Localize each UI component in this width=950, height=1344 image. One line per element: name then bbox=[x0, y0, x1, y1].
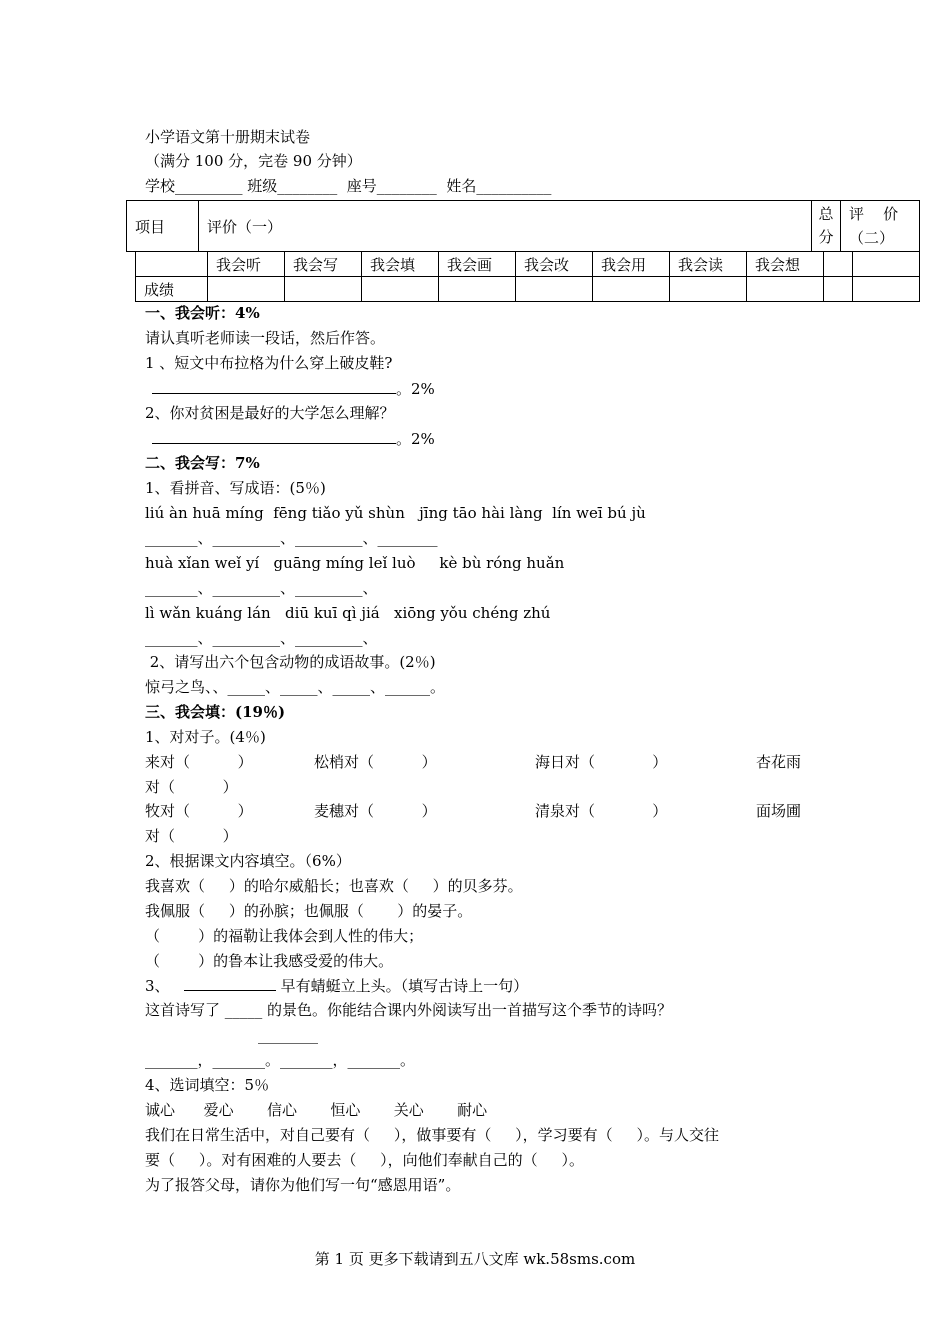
score-cell bbox=[593, 277, 670, 302]
score-header-eval2 bbox=[853, 252, 920, 277]
score-table bbox=[135, 251, 920, 302]
section-heading: 三、我会填：(19％) bbox=[145, 703, 286, 721]
score-header-fill: 我会填 bbox=[362, 252, 439, 277]
question-text: 4、选词填空：5％ bbox=[145, 1076, 270, 1094]
question-text: 2、请写出六个包含动物的成语故事。(2％) bbox=[145, 653, 436, 671]
score-header-draw: 我会画 bbox=[439, 252, 516, 277]
blank-line: ________ bbox=[258, 1026, 318, 1044]
couplet-item: 松梢对（ ） bbox=[314, 753, 437, 771]
score-header-write: 我会写 bbox=[285, 252, 362, 277]
total-score-cell bbox=[812, 201, 841, 252]
evaluation-two-cell bbox=[841, 201, 920, 252]
score-note: 。2% bbox=[396, 380, 435, 398]
score-header-read: 我会读 bbox=[670, 252, 747, 277]
score-table-blank-head bbox=[136, 252, 208, 277]
evaluation-one-cell: 评价（一） bbox=[199, 201, 812, 252]
score-cell bbox=[362, 277, 439, 302]
answer-blank bbox=[184, 975, 276, 991]
answer-line bbox=[152, 378, 435, 399]
evaluation-table bbox=[126, 200, 920, 252]
score-header-total bbox=[824, 252, 853, 277]
score-cell bbox=[516, 277, 593, 302]
question-text: 为了报答父母，请你为他们写一句“感恩用语”。 bbox=[145, 1176, 461, 1194]
score-cell bbox=[853, 277, 920, 302]
blank-line: _______、_________、_________、 bbox=[145, 629, 378, 647]
question-text: 1、看拼音、写成语：(5％) bbox=[145, 479, 326, 497]
answer-blank bbox=[152, 378, 396, 394]
blank-line: _______、_________、_________、________ bbox=[145, 529, 438, 547]
score-header-think: 我会想 bbox=[747, 252, 824, 277]
couplet-item: 来对（ ） bbox=[145, 753, 253, 771]
couplet-item: 牧对（ ） bbox=[145, 802, 253, 820]
student-info-line: 学校_________ 班级________ 座号________ 姓名__________ bbox=[145, 177, 552, 195]
score-cell bbox=[285, 277, 362, 302]
score-header-listen: 我会听 bbox=[208, 252, 285, 277]
fill-line: 要（ ）。对有困难的人要去（ ），向他们奉献自己的（ ）。 bbox=[145, 1151, 585, 1169]
couplet-item: 清泉对（ ） bbox=[535, 802, 668, 820]
answer-blank bbox=[152, 428, 396, 444]
section-heading: 一、我会听：4% bbox=[145, 304, 260, 322]
score-row-label: 成绩 bbox=[136, 277, 208, 302]
fill-line: 我们在日常生活中，对自己要有（ ），做事要有（ ），学习要有（ ）。与人交往 bbox=[145, 1126, 720, 1144]
score-cell bbox=[747, 277, 824, 302]
blank-line: _______、_________、_________、 bbox=[145, 579, 378, 597]
page-footer: 第 1 页 更多下载请到五八文库 wk.58sms.com bbox=[314, 1250, 636, 1268]
pinyin-line: lì wǎn kuáng lán diū kuī qì jiá xiōng yǒu chéng zhú bbox=[145, 604, 551, 622]
word-choices: 诚心 爱心 信心 恒心 关心 耐心 bbox=[145, 1101, 488, 1119]
couplet-item: 杏花雨 bbox=[756, 753, 802, 771]
score-header-correct: 我会改 bbox=[516, 252, 593, 277]
question-text bbox=[145, 975, 528, 996]
instruction-text: 请认真听老师读一段话，然后作答。 bbox=[145, 329, 386, 347]
score-cell bbox=[670, 277, 747, 302]
couplet-item: 麦穗对（ ） bbox=[314, 802, 437, 820]
couplet-item: 海日对（ ） bbox=[535, 753, 668, 771]
score-cell bbox=[208, 277, 285, 302]
score-cell bbox=[439, 277, 516, 302]
evaluation-two-line2: （二） bbox=[849, 229, 895, 247]
question-text: 1、对对子。(4％) bbox=[145, 728, 266, 746]
couplet-item: 对（ ） bbox=[145, 778, 238, 796]
couplet-item: 面场圃 bbox=[756, 802, 802, 820]
score-note: 。2% bbox=[396, 430, 435, 448]
exam-subtitle: （满分 100 分，完卷 90 分钟） bbox=[145, 152, 362, 170]
section-heading: 二、我会写：7% bbox=[145, 454, 260, 472]
fill-line: （ ）的福勒让我体会到人性的伟大； bbox=[145, 927, 424, 945]
question-text: 1 、短文中布拉格为什么穿上破皮鞋? bbox=[145, 354, 393, 372]
score-cell bbox=[824, 277, 853, 302]
question-text: 2、根据课文内容填空。（6%） bbox=[145, 852, 351, 870]
score-header-use: 我会用 bbox=[593, 252, 670, 277]
page-title: 小学语文第十册期末试卷 bbox=[145, 128, 311, 146]
total-score-label: 总分 bbox=[818, 205, 834, 246]
fill-line: （ ）的鲁本让我感受爱的伟大。 bbox=[145, 952, 394, 970]
blank-line: _______，_______。_______，_______。 bbox=[145, 1051, 416, 1069]
pinyin-line: liú àn huā míng fēng tiǎo yǔ shùn jīng tāo hài làng lín weī bú jù bbox=[145, 504, 646, 522]
fill-line: 我喜欢（ ）的哈尔威船长；也喜欢（ ）的贝多芬。 bbox=[145, 877, 523, 895]
question-text: 这首诗写了 _____ 的景色。你能结合课内外阅读写出一首描写这个季节的诗吗？ bbox=[145, 1001, 673, 1019]
answer-line: 惊弓之鸟、、_____、_____、_____、______。 bbox=[145, 678, 446, 696]
answer-line bbox=[152, 428, 435, 449]
pinyin-line: huà xǐan weǐ yí guāng míng leǐ luò kè bù róng huǎn bbox=[145, 554, 565, 572]
item-label-cell: 项目 bbox=[127, 201, 199, 252]
couplet-item: 对（ ） bbox=[145, 827, 238, 845]
question-number: 3、 bbox=[145, 977, 184, 995]
question-text: 2、你对贫困是最好的大学怎么理解？ bbox=[145, 404, 395, 422]
evaluation-two-line1: 评 价 bbox=[849, 205, 899, 223]
fill-line: 我佩服（ ）的孙膑；也佩服（ ）的晏子。 bbox=[145, 902, 473, 920]
question-body: 早有蜻蜓立上头。（填写古诗上一句） bbox=[275, 977, 529, 995]
